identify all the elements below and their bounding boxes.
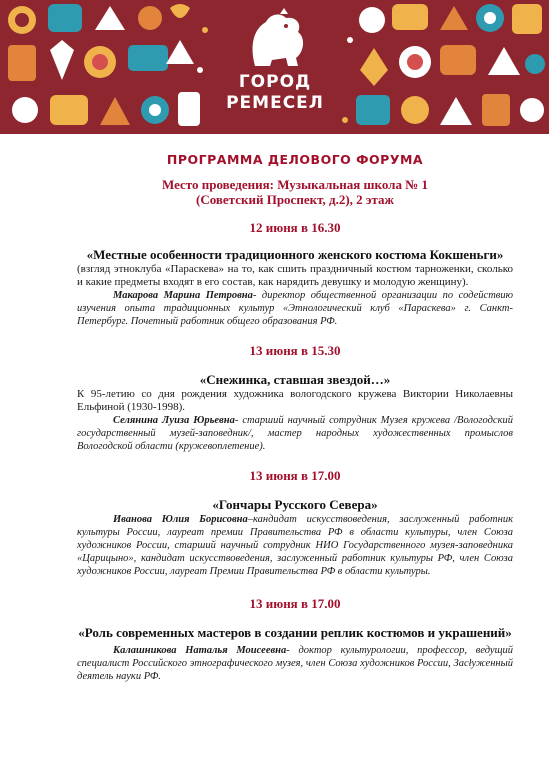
speaker-name: Макарова Марина Петровна [113, 290, 253, 301]
session-heading: «Роль современных мастеров в создании реплик костюмов и украшений» [78, 625, 512, 640]
session-speaker [77, 414, 513, 453]
speaker-info: - директор общественной организации по содействию изучения опыта традиционных культур «Этнологический клуб «Параскева» г. Санкт-Петербург. Почетный работник общего образования РФ. [77, 290, 513, 327]
bear-emblem-icon [210, 8, 340, 72]
city-of-crafts-logo [210, 8, 340, 126]
speaker-info: - доктор культурологии, профессор, ведущий специалист Российского этнографического музея, член Союза художников России, Засłуженный деятель науки РФ. [77, 645, 514, 682]
forum-program [0, 152, 549, 683]
session-speaker [77, 644, 513, 683]
speaker-info: - старший научный сотрудник Музея кружева /Вологодский государственный музей-заповедник/, мастер народных художественных промыслов Вологодской области (кружевоплетение). [77, 415, 513, 452]
session-date: 12 июня в 16.30 [249, 220, 341, 235]
session-description: К 95-летию со дня рождения художника вологодского кружева Виктории Николаевны Ельфиной (1930-1998). [77, 388, 513, 413]
speaker-name: Селянина Луиза Юрьевна [113, 415, 235, 426]
speaker-info: –кандидат искусствоведения, заслуженный работник культуры России, лауреат премии Правительства РФ в области культуры, член Союза художников России, старший научный сотрудник НИО Государственного музея-заповедника «Царицыно», кандидат искусствоведения, заслуженный работник культуры РФ, член Союза художников России, лауреат Премии Правительства РФ в области культуры. [77, 514, 513, 577]
session-speaker [77, 289, 513, 328]
session-description: (взгляд этноклуба «Параскева» на то, как сшить праздничный костюм тарноженки, сколько и какие предметы входят в его состав, как нарядить девушку и молодую женщину). [77, 263, 513, 288]
page-title: ПРОГРАММА ДЕЛОВОГО ФОРУМА [166, 152, 424, 167]
session-speaker [77, 513, 513, 578]
session-heading: «Гончары Русского Севера» [212, 497, 378, 512]
logo-line-2: РЕМЕСЕЛ [226, 93, 324, 113]
speaker-name: Иванова Юлия Борисовна [113, 514, 248, 525]
session-heading: «Местные особенности традиционного женского костюма Кокшеньги» [86, 247, 504, 262]
logo-line-1: ГОРОД [238, 72, 312, 92]
speaker-name: Калашникова Наталья Моисеевна [113, 645, 287, 656]
venue-line-2: (Советский Проспект, д.2), 2 этаж [196, 192, 394, 207]
session-heading: «Снежинка, ставшая звездой…» [199, 372, 391, 387]
session-date: 13 июня в 17.00 [249, 596, 341, 611]
session-date: 13 июня в 17.00 [249, 468, 341, 483]
session-date: 13 июня в 15.30 [249, 343, 341, 358]
venue [77, 177, 513, 207]
header-banner [0, 0, 549, 134]
venue-line-1: Место проведения: Музыкальная школа № 1 [161, 177, 429, 192]
